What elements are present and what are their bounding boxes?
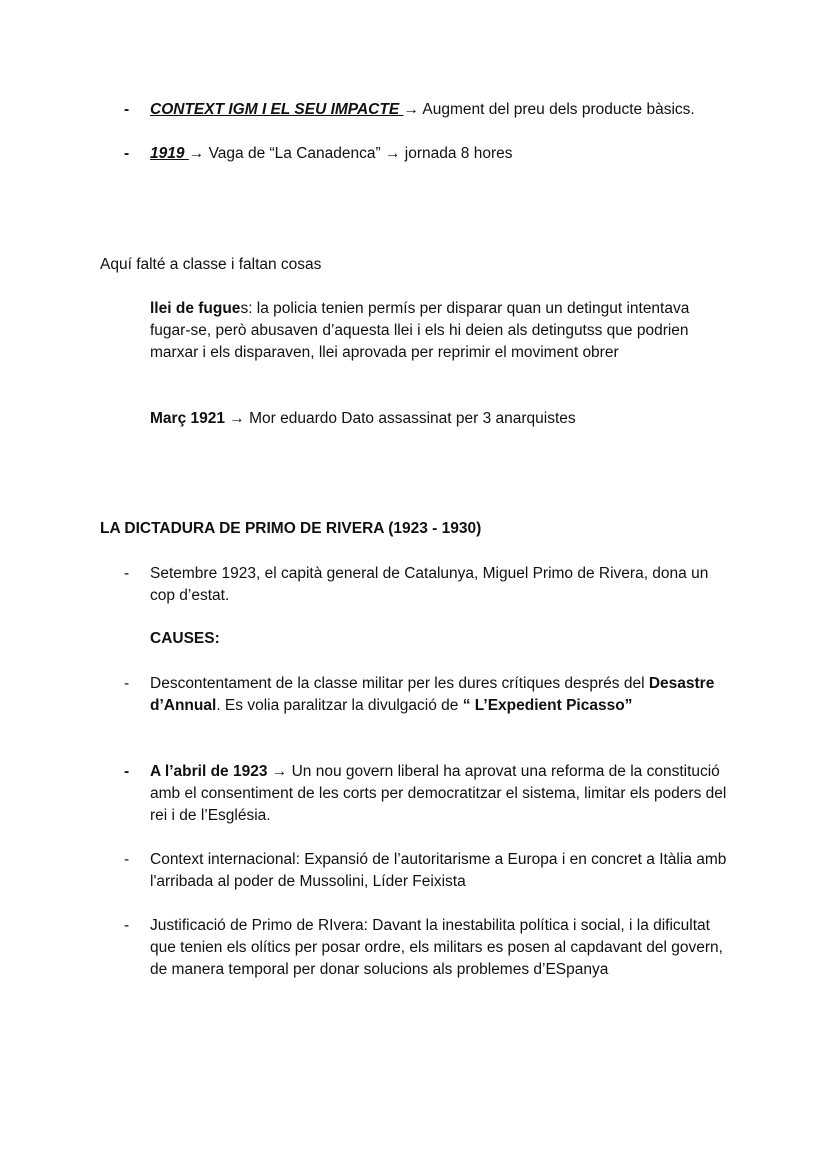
cause-text: Descontentament de la classe militar per les dures crítiques després del (150, 675, 649, 692)
cause-text: . Es volia paralitzar la divulgació de (216, 697, 463, 714)
cause-text: → Un nou govern liberal ha aprovat una reforma de la constitució amb el consentiment de les corts per democratitzar el sistema, limitar els poders del rei i de l’Església. (150, 763, 727, 824)
list-item-label: CONTEXT IGM I EL SEU IMPACTE (150, 101, 404, 118)
missed-class-note: Aquí falté a classe i faltan cosas (100, 256, 322, 273)
cause-item-abril-1923 (150, 761, 730, 827)
marc-text: → Mor eduardo Dato assassinat per 3 anarquistes (224, 410, 576, 427)
llei-text: : la policia tenien permís per disparar quan un detingut intentava fugar-se, però abusaven d’aquesta llei i els hi deien als detingutss que podrien marxar i els disparaven, llei aprovada per reprimir el moviment obrer (150, 300, 690, 361)
bullet-marker: - (124, 851, 130, 868)
list-item-text: → Augment del preu dels producte bàsics. (403, 101, 695, 118)
cause-item-annual (150, 673, 730, 717)
llei-term: llei de fugue (150, 300, 241, 317)
cause-item-justificacio: Justificació de Primo de RIvera: Davant la inestabilita política i social, i la dificultat que tenien els olítics per posar ordre, els militars es posen al capdavant del govern, de manera temporal per donar solucions als problemes d’ESpanya (150, 917, 723, 978)
bullet-marker: - (124, 101, 130, 118)
cause-bold: “ L’Expedient Picasso” (462, 697, 633, 714)
bullet-marker: - (124, 675, 130, 692)
marc-date: Març 1921 (150, 410, 225, 427)
bullet-marker: - (124, 145, 130, 162)
cause-bold: Desastre d’Annual (150, 675, 715, 714)
marc-1921-paragraph (150, 408, 730, 430)
cause-bold: A l’abril de 1923 (150, 763, 268, 780)
llei-de-fugues-paragraph (150, 298, 720, 364)
bullet-marker: - (124, 763, 130, 780)
list-item-context-igm (150, 99, 730, 121)
list-item-text: → Vaga de “La Canadenca” → jornada 8 hores (188, 145, 513, 162)
llei-term-tail: s (240, 300, 249, 317)
causes-heading: CAUSES: (150, 630, 220, 647)
bullet-marker: - (124, 565, 130, 582)
list-item-1919 (150, 143, 730, 165)
bullet-marker: - (124, 917, 130, 934)
list-item-label: 1919 (150, 145, 189, 162)
cause-item-context-internacional: Context internacional: Expansió de l’autoritarisme a Europa i en concret a Itàlia amb l'arribada al poder de Mussolini, Líder Feixista (150, 851, 727, 890)
section-title: LA DICTADURA DE PRIMO DE RIVERA (1923 - 1930) (100, 520, 482, 537)
list-item-setembre-1923: Setembre 1923, el capità general de Catalunya, Miguel Primo de Rivera, dona un cop d’estat. (150, 565, 709, 604)
